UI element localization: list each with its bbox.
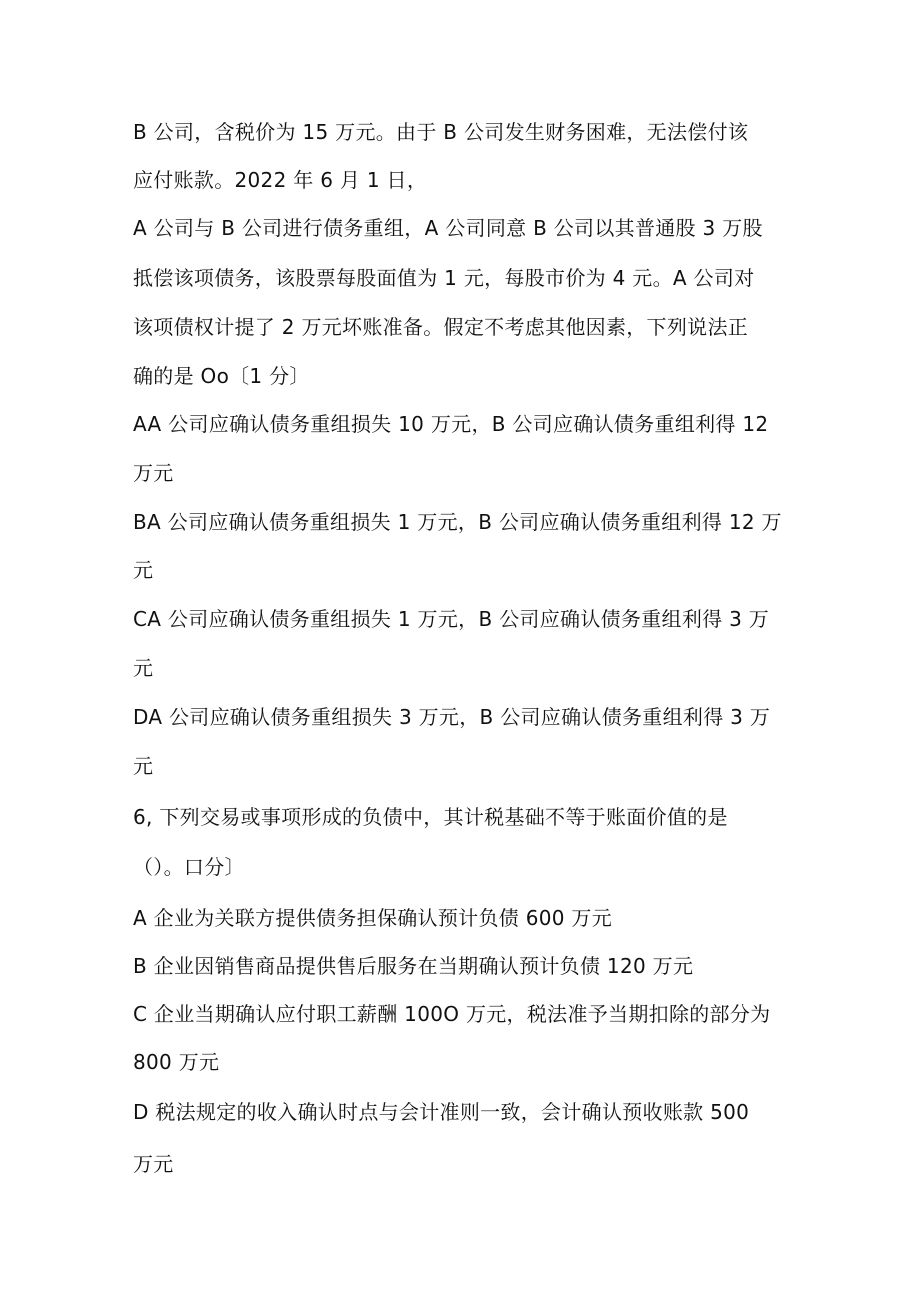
option-b-line-2: 元 — [133, 558, 154, 582]
option-a-line-2: 万元 — [133, 461, 174, 485]
option-b-line-1: BA 公司应确认债务重组损失 1 万元，B 公司应确认债务重组利得 12 万 — [133, 510, 782, 534]
option-a-line-1: AA 公司应确认债务重组损失 10 万元，B 公司应确认债务重组利得 12 — [133, 412, 769, 436]
option-c-line-2: 元 — [133, 656, 154, 680]
q6-option-d-line-1: D 税法规定的收入确认时点与会计准则一致，会计确认预收账款 500 — [133, 1100, 750, 1124]
q6-option-b: B 企业因销售商品提供售后服务在当期确认预计负债 120 万元 — [133, 954, 694, 978]
text-line-q5-stem-2: 应付账款。2022 年 6 月 1 日， — [133, 168, 428, 192]
text-line-q6-stem-2: （）。口分〕 — [133, 855, 245, 879]
option-d-line-1: DA 公司应确认债务重组损失 3 万元，B 公司应确认债务重组利得 3 万 — [133, 705, 771, 729]
text-line-q5-stem-4: 抵偿该项债务，该股票每股面值为 1 元，每股市价为 4 元。A 公司对 — [133, 266, 755, 290]
option-d-line-2: 元 — [133, 754, 154, 778]
q6-option-a: A 企业为关联方提供债务担保确认预计负债 600 万元 — [133, 906, 613, 930]
text-line-q6-stem-1: 6, 下列交易或事项形成的负债中，其计税基础不等于账面价值的是 — [133, 805, 728, 829]
text-line-q5-stem-3: A 公司与 B 公司进行债务重组，A 公司同意 B 公司以其普通股 3 万股 — [133, 216, 763, 240]
text-line-q5-stem-6: 确的是 Oo〔1 分〕 — [133, 364, 310, 388]
option-c-line-1: CA 公司应确认债务重组损失 1 万元，B 公司应确认债务重组利得 3 万 — [133, 607, 770, 631]
q6-option-d-line-2: 万元 — [133, 1152, 174, 1176]
q6-option-c-line-1: C 企业当期确认应付职工薪酬 100O 万元，税法准予当期扣除的部分为 — [133, 1002, 771, 1026]
q6-option-c-line-2: 800 万元 — [133, 1050, 220, 1074]
text-line-q5-stem-1: B 公司，含税价为 15 万元。由于 B 公司发生财务困难，无法偿付该 — [133, 120, 749, 144]
text-line-q5-stem-5: 该项债权计提了 2 万元坏账准备。假定不考虑其他因素，下列说法正 — [133, 315, 749, 339]
